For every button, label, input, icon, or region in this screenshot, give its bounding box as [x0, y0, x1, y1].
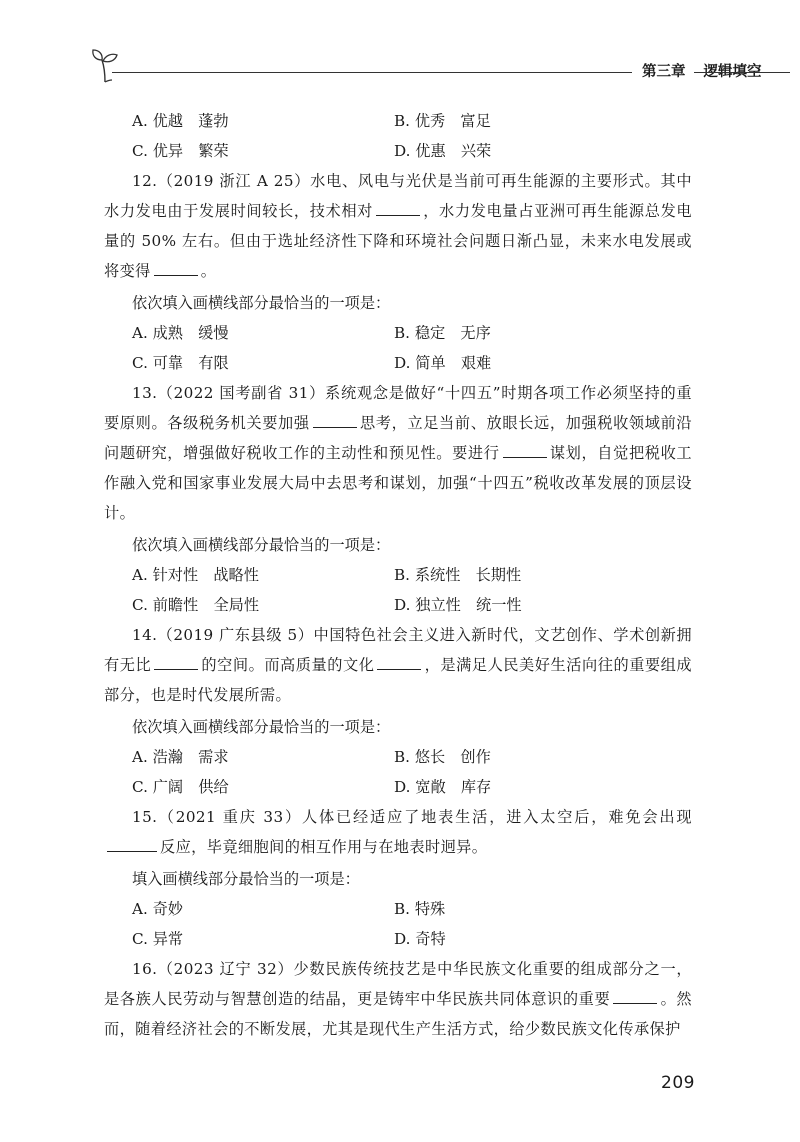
option-d: D. 宽敞 库存 [394, 778, 492, 796]
options-q12 [132, 318, 692, 378]
page-body [104, 106, 693, 1044]
section-title: 逻辑填空 [703, 64, 762, 80]
chapter-number: 第三章 [642, 64, 686, 80]
option-c: C. 广阔 供给 [132, 778, 229, 796]
question-text: ，水力发电量占亚洲可再生能源总发电量的 50% 左右。但由于选址经济性下降和环境社会问题日渐凸显，未来水电发展或将变得 [104, 202, 692, 280]
option-d: D. 简单 艰难 [394, 354, 492, 372]
answer-blank [377, 653, 421, 670]
option-c: C. 前瞻性 全局性 [132, 596, 260, 614]
options-q15 [132, 894, 692, 954]
answer-blank [376, 199, 420, 216]
answer-blank [107, 835, 157, 852]
option-a: A. 针对性 战略性 [132, 566, 259, 584]
question-12 [104, 166, 692, 286]
option-d: D. 独立性 统一性 [394, 596, 522, 614]
header-rule-left [112, 72, 632, 73]
option-a: A. 优越 蓬勃 [132, 112, 229, 130]
question-text: ，是满足人民美好生活向往的重要组成部分，也是时代发展所需。 [104, 656, 692, 704]
option-a: A. 奇妙 [132, 900, 183, 918]
question-text: 。然而，随着经济社会的不断发展，尤其是现代生产生活方式，给少数民族文化传承保护 [104, 990, 692, 1038]
option-b: B. 优秀 富足 [394, 112, 491, 130]
question-text: 。 [200, 262, 217, 280]
question-text: 反应，毕竟细胞间的相互作用与在地表时迥异。 [160, 838, 488, 856]
answer-blank [154, 653, 198, 670]
header-rule-right [694, 72, 790, 73]
chapter-title [638, 60, 766, 81]
option-b: B. 悠长 创作 [394, 748, 491, 766]
option-c: C. 异常 [132, 930, 184, 948]
answer-blank [154, 259, 198, 276]
question-prompt: 填入画横线部分最恰当的一项是： [132, 870, 360, 888]
options-q13 [132, 560, 692, 620]
answer-blank [313, 411, 357, 428]
question-prompt: 依次填入画横线部分最恰当的一项是： [132, 718, 391, 736]
question-prompt: 依次填入画横线部分最恰当的一项是： [132, 536, 391, 554]
option-b: B. 稳定 无序 [394, 324, 491, 342]
question-prompt: 依次填入画横线部分最恰当的一项是： [132, 294, 391, 312]
option-a: A. 成熟 缓慢 [132, 324, 229, 342]
question-text: 的空间。而高质量的文化 [201, 656, 375, 674]
question-13 [104, 378, 692, 528]
question-15 [104, 802, 692, 862]
question-text: 13.（2022 国考副省 31）系统观念是做好“十四五”时期各项工作必须坚持的重要原则。各级税务机关要加强 [104, 384, 692, 432]
answer-blank [503, 441, 547, 458]
option-b: B. 系统性 长期性 [394, 566, 522, 584]
question-16 [104, 954, 692, 1044]
options-q14 [132, 742, 692, 802]
page-header [90, 38, 790, 88]
answer-blank [613, 987, 657, 1004]
question-text: 12.（2019 浙江 A 25）水电、风电与光伏是当前可再生能源的主要形式。其中水力发电由于发展时间较长，技术相对 [104, 172, 692, 220]
option-d: D. 奇特 [394, 930, 446, 948]
option-d: D. 优惠 兴荣 [394, 142, 492, 160]
option-c: C. 优异 繁荣 [132, 142, 229, 160]
option-b: B. 特殊 [394, 900, 446, 918]
option-a: A. 浩瀚 需求 [132, 748, 229, 766]
question-text: 思考，立足当前、放眼长远，加强税收领域前沿问题研究，增强做好税收工作的主动性和预见性。要进行 [104, 414, 692, 462]
question-text: 14.（2019 广东县级 5）中国特色社会主义进入新时代，文艺创作、学术创新拥有无比 [104, 626, 692, 674]
question-text: 16.（2023 辽宁 32）少数民族传统技艺是中华民族文化重要的组成部分之一，是各族人民劳动与智慧创造的结晶，更是铸牢中华民族共同体意识的重要 [104, 960, 692, 1008]
sprout-icon [90, 44, 120, 84]
options-previous [132, 106, 692, 166]
option-c: C. 可靠 有限 [132, 354, 229, 372]
question-text: 15.（2021 重庆 33）人体已经适应了地表生活，进入太空后，难免会出现 [132, 808, 692, 826]
question-14 [104, 620, 692, 710]
question-text: 谋划，自觉把税收工作融入党和国家事业发展大局中去思考和谋划，加强“十四五”税收改革发展的顶层设计。 [104, 444, 693, 522]
page-number: 209 [661, 1073, 695, 1093]
